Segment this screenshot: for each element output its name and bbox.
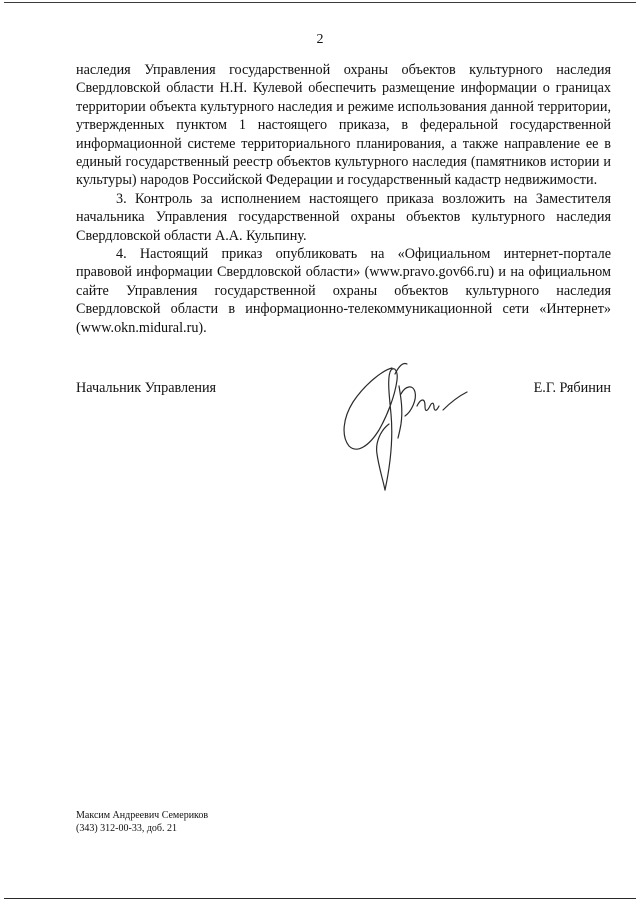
handwritten-signature	[335, 350, 485, 500]
executor-info	[76, 809, 208, 835]
paragraph-continuation: наследия Управления государственной охраны объектов культурного наследия Свердловской области Н.Н. Кулевой обеспечить размещение информации о границах территории объекта культурного наследия и режиме использования данной территории, утвержденных пунктом 1 настоящего приказа, в федеральной государственной информационной системе территориального планирования, а также направление ее в единый государственный реестр объектов культурного наследия (памятников истории и культуры) народов Российской Федерации и государственный кадастр недвижимости.	[76, 62, 611, 189]
executor-name: Максим Андреевич Семериков	[76, 810, 209, 821]
executor-phone: (343) 312-00-33, доб. 21	[76, 823, 177, 834]
signatory-position: Начальник Управления	[76, 380, 217, 396]
paragraph-item-4: 4. Настоящий приказ опубликовать на «Официальном интернет-портале правовой информации Свердловской области» (www.pravo.gov66.ru) и на официальном сайте Управления государственной охраны объектов культурного наследия Свердловской области в информационно-телекоммуникационной сети «Интернет» (www.okn.midural.ru).	[76, 246, 611, 336]
page-bottom-border	[4, 898, 636, 899]
signatory-name: Е.Г. Рябинин	[533, 380, 611, 396]
page-top-border	[4, 2, 636, 3]
paragraph-item-3: 3. Контроль за исполнением настоящего приказа возложить на Заместителя начальника Управления государственной охраны объектов культурного наследия Свердловской области А.А. Кульпину.	[76, 190, 611, 244]
page-number: 2	[316, 32, 324, 47]
document-body	[76, 61, 611, 337]
